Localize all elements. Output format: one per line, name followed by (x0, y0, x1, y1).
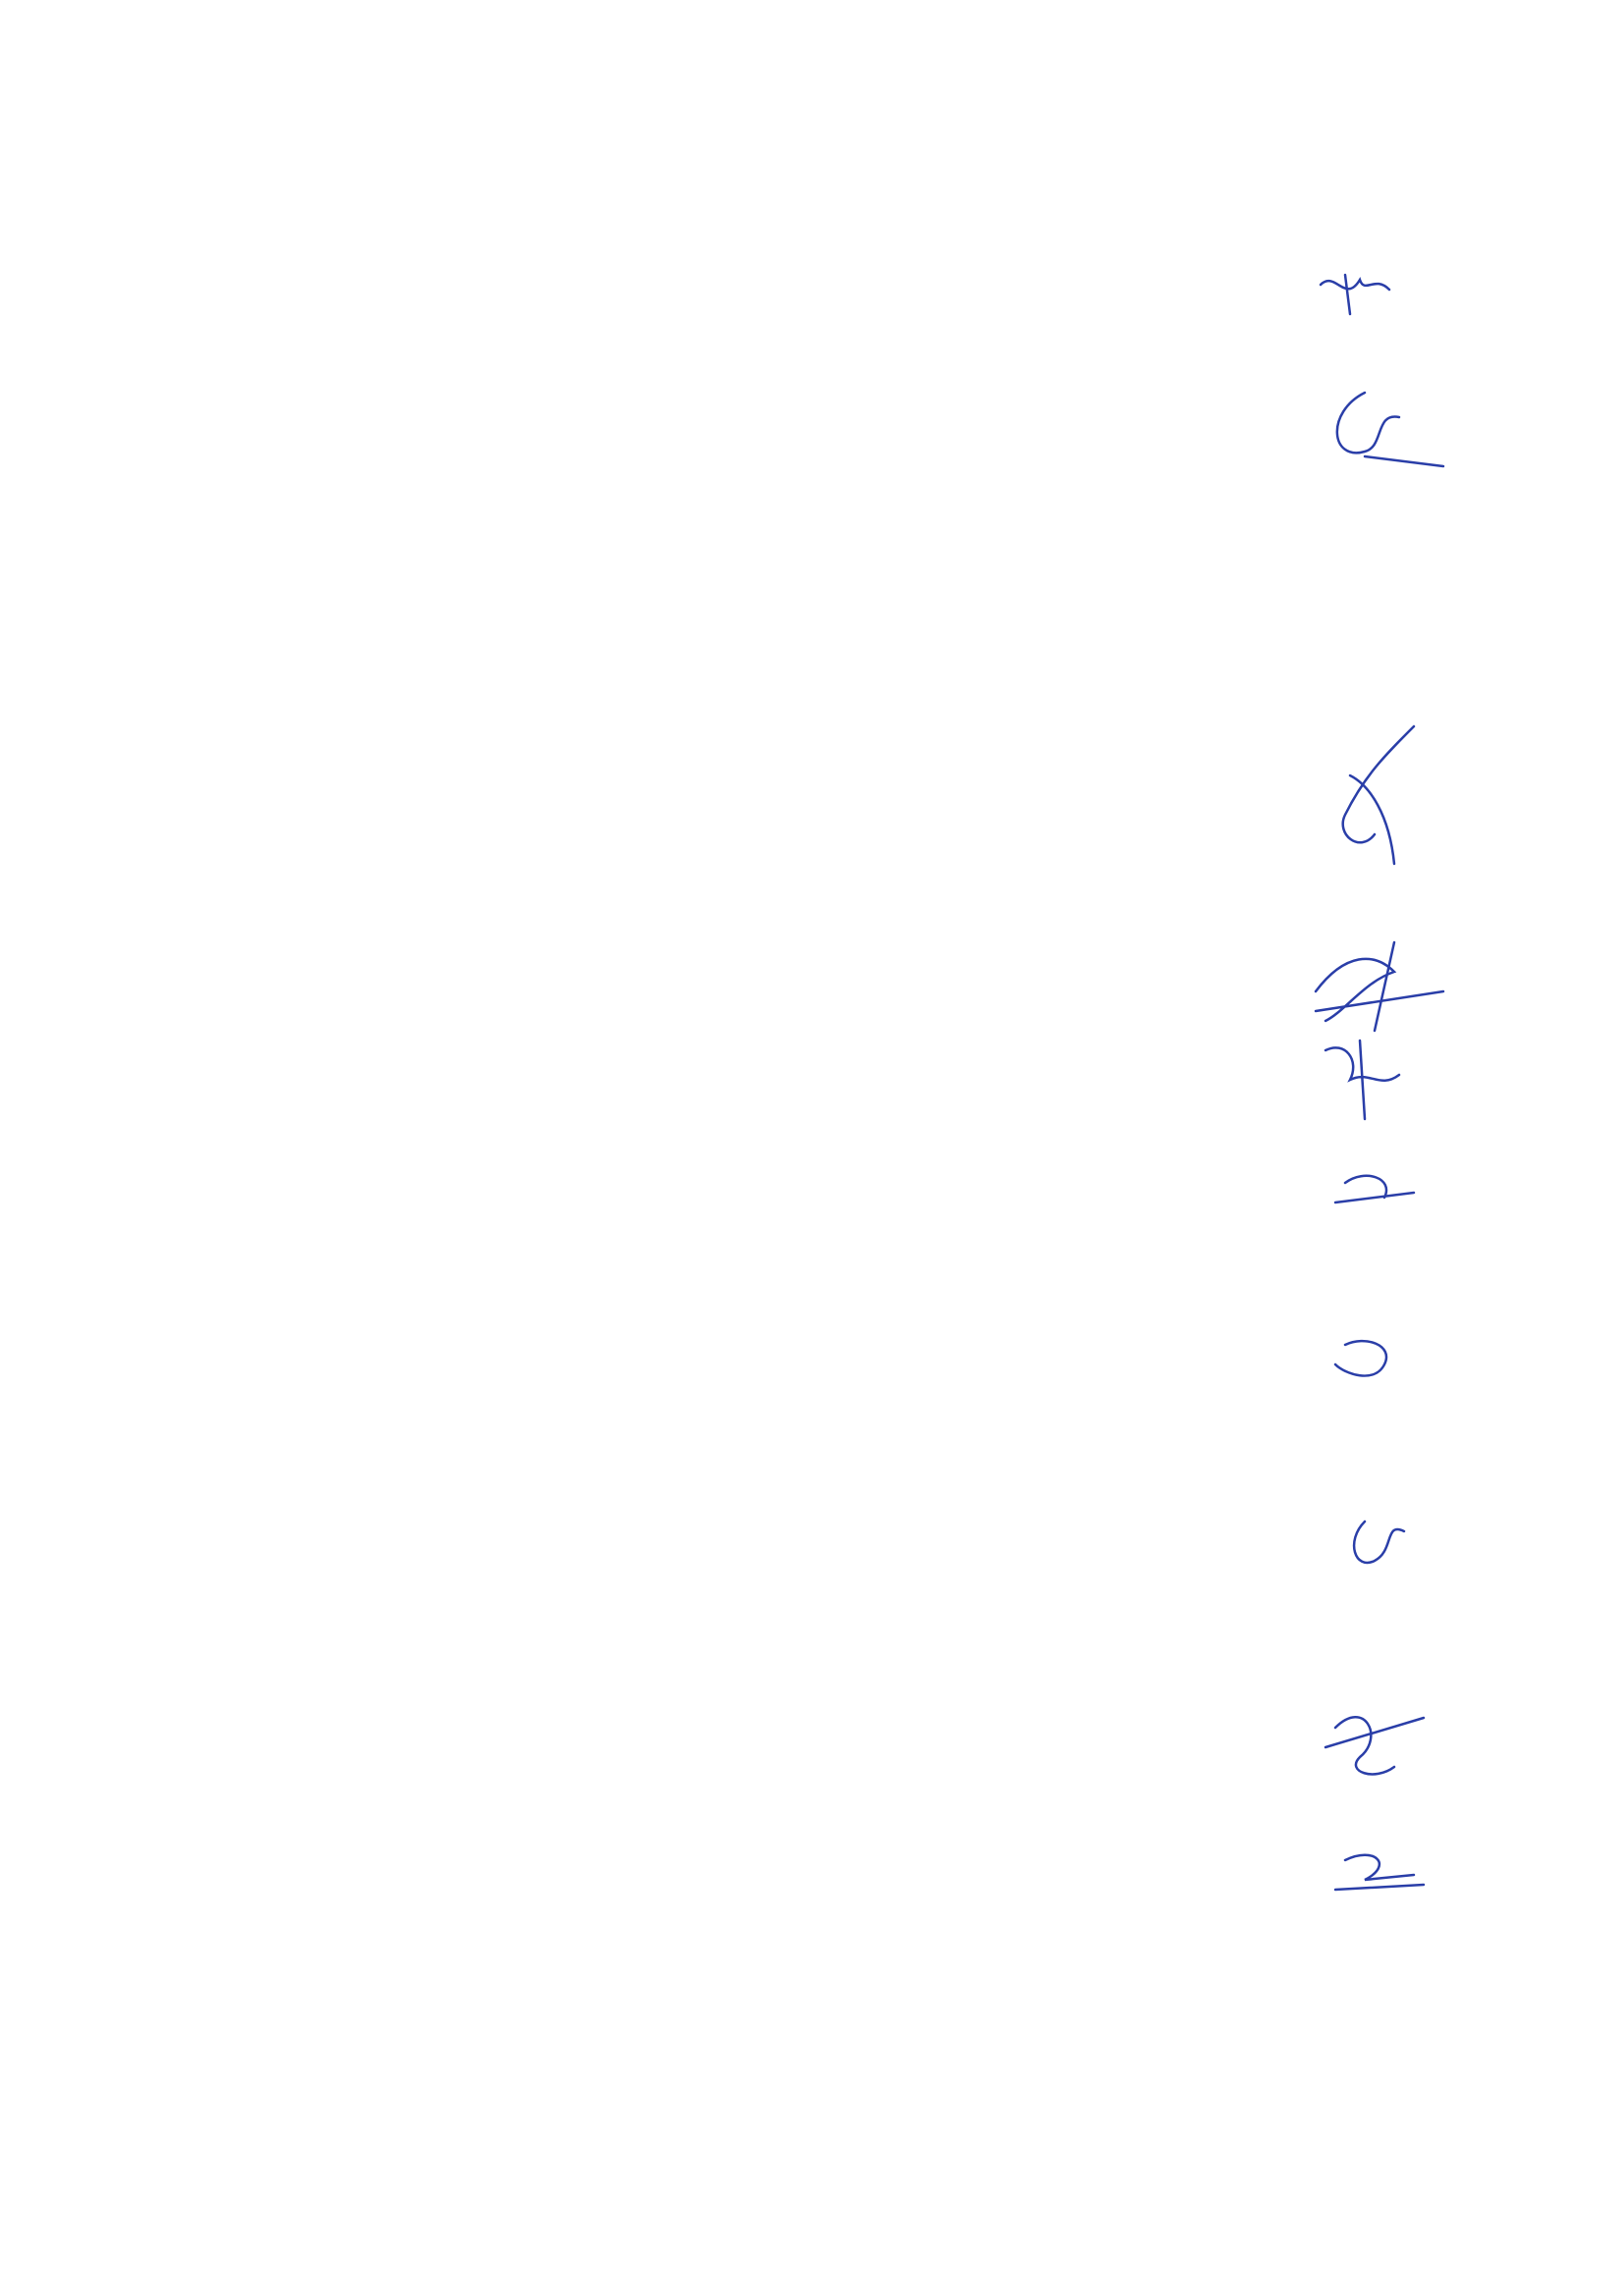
header-branch-max (748, 123, 870, 270)
header-signature (1382, 157, 1451, 206)
header-subject-max (291, 123, 385, 270)
header-approved-periods (962, 123, 1060, 270)
header-notes (142, 123, 288, 270)
handwritten-signatures (1306, 265, 1453, 1914)
header-second-semester-max (511, 123, 626, 270)
header-first-semester-max (630, 123, 744, 270)
header-subject (1065, 120, 1306, 277)
header-periods-distribution (872, 123, 960, 270)
header-sub-subject-max (389, 116, 507, 278)
